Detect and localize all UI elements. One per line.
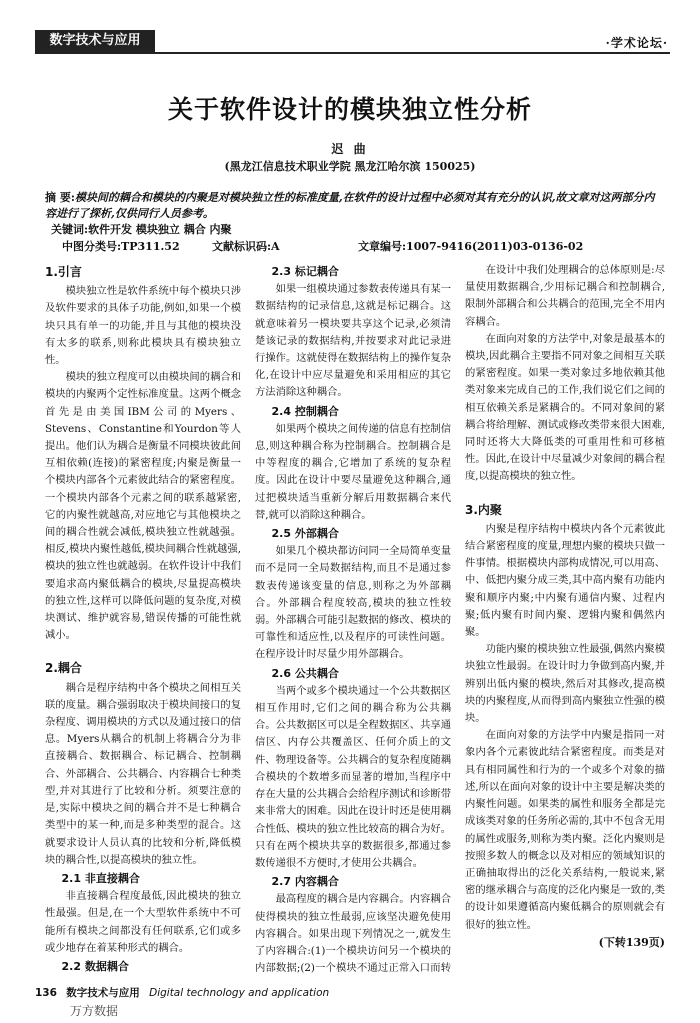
paragraph: 非直接耦合程度最低,因此模块的独立性最强。但是,在一个大型软件系统中不可能所有模块之间都没有任何联系,它们或多或少地存在着某种形式的耦合。 — [45, 890, 241, 954]
subsection-heading: 2.7 内容耦合 — [271, 875, 339, 889]
continued-note: (下转139页) — [598, 935, 665, 949]
subsection-heading: 2.3 标记耦合 — [271, 265, 339, 278]
abstract — [45, 190, 660, 222]
subsection-heading: 2.5 外部耦合 — [271, 527, 339, 541]
article-number: 文章编号:1007-9416(2011)03-0136-02 — [358, 240, 584, 253]
keywords — [45, 222, 660, 238]
subsection-heading: 2.6 公共耦合 — [271, 666, 339, 680]
paragraph: 当两个或多个模块通过一个公共数据区相互作用时,它们之间的耦合称为公共耦合。公共数据区可以是全程数据区、共享通信区、内存公共覆盖区、任何介质上的文件、物理设备等。公共耦合的复杂程度随耦合模块的个数增多而显著的增加,当程序中存在大量的公共耦合会给程序测试和诊断带来非常大的困难。因此在设计时还是使用耦合性低、模块的独立性比较高的耦合为好。只有在两个模块共享的数据很多,都通过参数传递很不方便时,才使用公共耦合。 — [255, 684, 451, 869]
paragraph: 模块的独立程度可以由模块间的耦合和模块的内聚两个定性标准度量。这两个概念首先是由美国IBM公司的Myers、Stevens、Constantine和Yourdon等人提出。他们认为耦合是衡量不同模块彼此间互相依赖(连接)的紧密程度;内聚是衡量一个模块内部各个元素彼此结合的紧密程度。一个模块内部各个元素之间的联系越紧密,它的内聚性就越高,对应地它与其他模块之间的耦合性就会减低,模块独立性就越强。相反,模块内聚性越低,模块间耦合性就越强,模块的独立性也就越弱。在软件设计中我们要追求高内聚低耦合的模块,尽量提高模块的独立性,这样可以降低问题的复杂度,对模块测试、维护就容易,错误传播的可能性就减小。 — [45, 371, 241, 642]
paragraph: 在设计中我们处理耦合的总体原则是:尽量使用数据耦合,少用标记耦合和控制耦合,限制外部耦合和公共耦合的范围,完全不用内容耦合。 — [465, 264, 665, 328]
paper-title: 关于软件设计的模块独立性分析 — [167, 95, 532, 124]
paragraph: 在面向对象的方法学中内聚是指同一对象内各个元素彼此结合紧密程度。而类是对具有相同属性和行为的一个或多个对象的描述,所以在面向对象的设计中主要是解决类的内聚性问题。如果类的属性和服务全都是完成该类对象的任务所必需的,其中不包含无用的属性或服务,则称为类内聚。泛化内聚则是按照多数人的概念以及对相应的领域知识的正确抽取得出的泛化关系结构,一般说来,紧密的继承耦合与高度的泛化内聚是一致的,类的设计如果遵循高内聚低耦合的原则就会有很好的独立性。 — [465, 729, 665, 931]
page-number: 136 — [35, 987, 57, 999]
paragraph: 模块独立性是软件系统中每个模块只涉及软件要求的具体子功能,例如,如果一个模块只具有单一的功能,并且与其他的模块没有太多的联系,则称此模块具有模块独立性。 — [45, 285, 241, 367]
column-3 — [465, 262, 665, 974]
journal-name-en: Digital technology and application — [149, 987, 330, 999]
column-1 — [45, 262, 241, 974]
paragraph: 功能内聚的模块独立性最强,偶然内聚模块独立性最弱。在设计时力争做到高内聚,并辨别出低内聚的模块,然后对其修改,提高模块的内聚程度,从而得到高内聚独立性强的模块。 — [465, 643, 665, 725]
keywords-text: 软件开发 模块独立 耦合 内聚 — [88, 223, 232, 236]
header-rule — [35, 52, 670, 54]
section-heading: 2.耦合 — [45, 661, 82, 676]
affiliation: (黑龙江信息技术职业学院 黑龙江哈尔滨 150025) — [224, 160, 476, 173]
abstract-text: 模块间的耦合和模块的内聚是对模块独立性的标准度量,在软件的设计过程中必须对其有充分的认识,故文章对这两部分内容进行了探析,仅供同行人员参考。 — [45, 191, 655, 220]
paragraph: 如果几个模块都访问同一全局简单变量而不是同一全局数据结构,而且不是通过参数表传递该变量的信息,则称之为外部耦合。外部耦合程度较高,模块的独立性较弱。外部耦合可能引起数据的修改、模块的可靠性和适应性,以及程序的可读性问题。在程序设计时尽量少用外部耦合。 — [255, 545, 451, 661]
paragraph: 耦合是程序结构中各个模块之间相互关联的度量。耦合强弱取决于模块间接口的复杂程度、调用模块的方式以及通过接口的信息。Myers从耦合的机制上将耦合分为非直接耦合、数据耦合、标记耦合、控制耦合、外部耦合、公共耦合、内容耦合七种类型,并对其进行了比较和分析。须要注意的是,实际中模块之间的耦合并不是七种耦合类型中的某一种,而是多种类型的混合。这就要求设计人员认真的比较和分析,降低模块的耦合性,以提高模块的独立性。 — [45, 681, 241, 866]
paragraph: 如果两个模块之间传递的信息有控制信息,则这种耦合称为控制耦合。控制耦合是中等程度的耦合,它增加了系统的复杂程度。因此在设计中要尽量避免这种耦合,通过把模块适当重新分解后用数据耦合来代替,就可以消除这种耦合。 — [255, 422, 451, 521]
column-label: ·学术论坛· — [605, 36, 668, 50]
subsection-heading: 2.2 数据耦合 — [61, 959, 129, 973]
watermark: 万方数据 — [70, 1004, 119, 1018]
paragraph: 内聚是程序结构中模块内各个元素彼此结合紧密程度的度量,理想内聚的模块只做一件事情。根据模块内部构成情况,可以用高、中、低把内聚分成三类,其中高内聚有功能内聚和顺序内聚;中内聚有通信内聚、过程内聚;低内聚有时间内聚、逻辑内聚和偶然内聚。 — [465, 522, 665, 639]
paragraph: 最高程度的耦合是内容耦合。内容耦合使得模块的独立性最弱,应该坚决避免使用内容耦合。如果出现下列情况之一,就发生了内容耦合:(1)一个模块访问另一个模块的内部数据;(2)一个模块不通过正常入口而转 — [255, 893, 451, 974]
paragraph: 在面向对象的方法学中,对象是最基本的模块,因此耦合主要指不同对象之间相互关联的紧密程度。如果一类对象过多地依赖其他类对象来完成自己的工作,我们说它们之间的相互依赖关系是紧耦合的。不同对象间的紧耦合将给理解、测试或修改类带来很大困难,同时还将大大降低类的可重用性和可移植性。因此,在设计中尽量减少对象间的耦合程度,以提高模块的独立性。 — [465, 332, 665, 483]
subsection-heading: 2.1 非直接耦合 — [61, 871, 140, 885]
abstract-block — [45, 190, 660, 238]
section-heading: 3.内聚 — [465, 502, 502, 517]
subsection-heading: 2.4 控制耦合 — [271, 404, 339, 418]
journal-name-cn: 数字技术与应用 — [66, 987, 140, 999]
paragraph: 如果一组模块通过参数表传递具有某一数据结构的记录信息,这就是标记耦合。这就意味着另一模块要共享这个记录,必须清楚该记录的数据结构,并按要求对此记录进行操作。这就使得在数据结构上的操作复杂化,在设计中应尽量避免和采用相应的其它方法消除这种耦合。 — [255, 283, 451, 399]
page-footer — [35, 985, 329, 1000]
section-heading: 1.引言 — [45, 265, 82, 279]
column-2 — [255, 262, 451, 974]
abstract-label: 摘 要: — [45, 191, 75, 204]
journal-section-label: 数字技术与应用 — [35, 30, 155, 52]
document-code: 文献标识码:A — [212, 240, 280, 253]
clc-number: 中图分类号:TP311.52 — [62, 240, 180, 253]
keywords-label: 关键词: — [51, 223, 89, 236]
author: 迟 曲 — [331, 142, 369, 156]
